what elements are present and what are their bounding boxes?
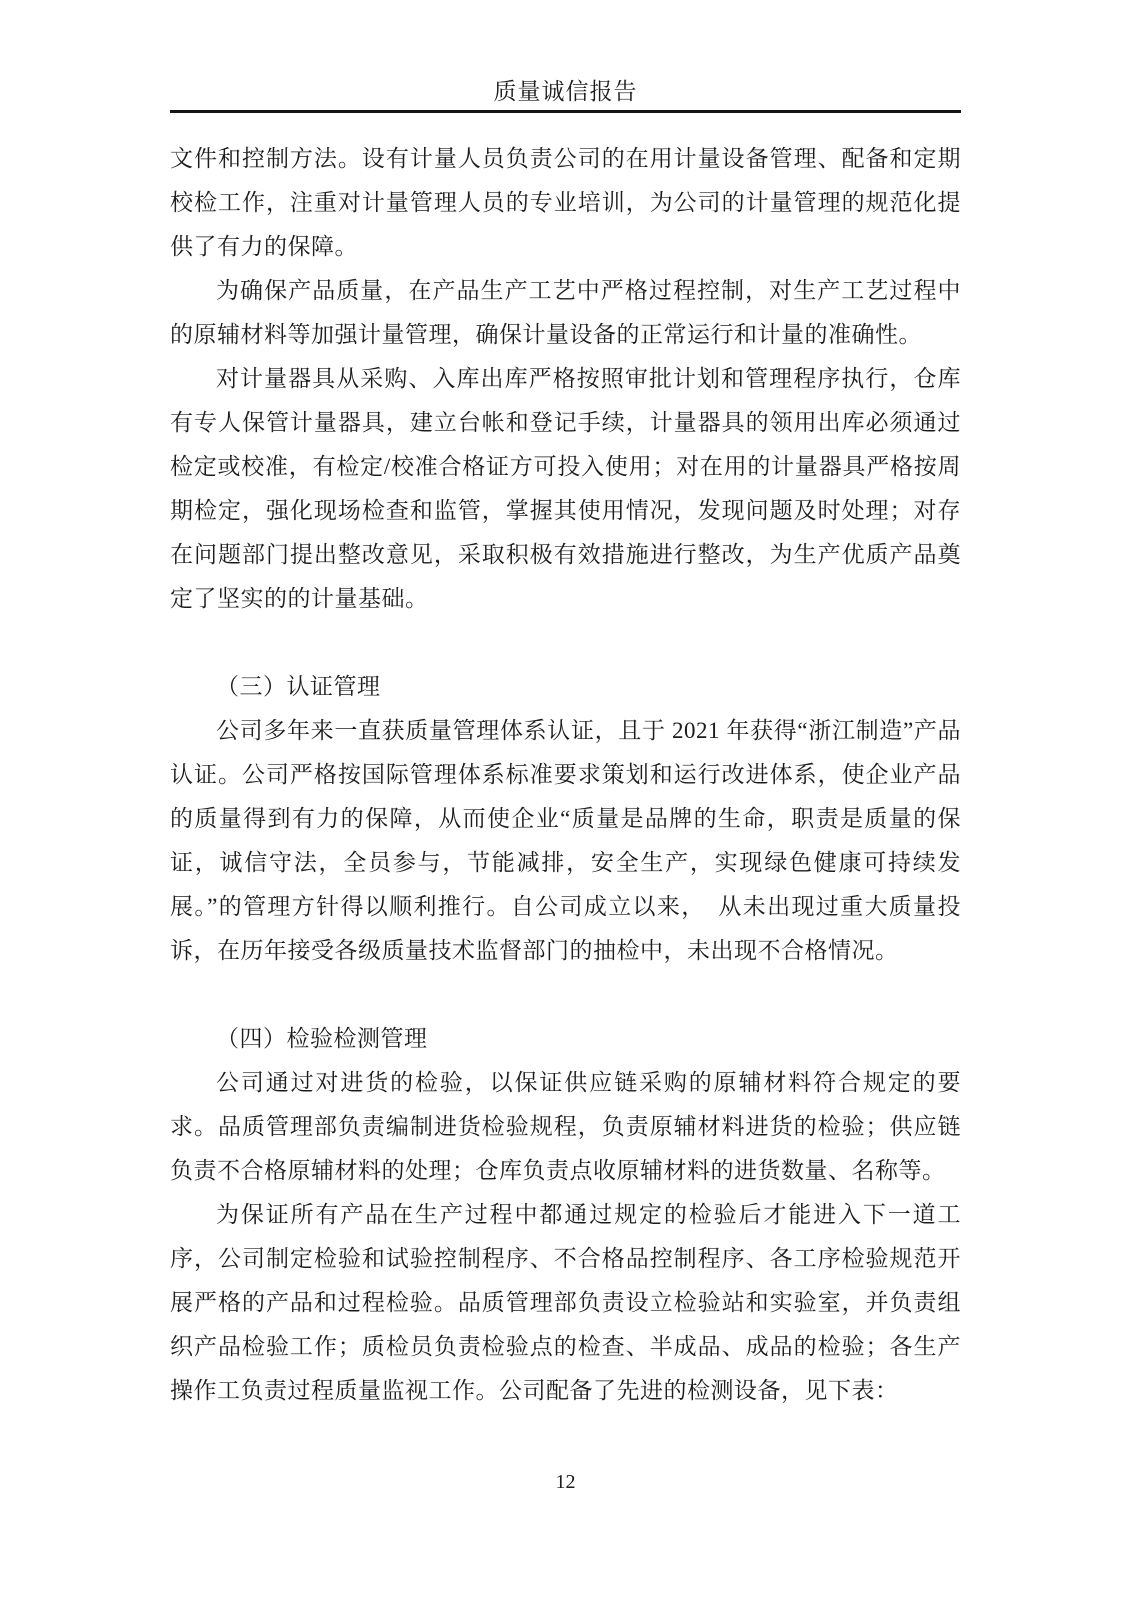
paragraph: 为保证所有产品在生产过程中都通过规定的检验后才能进入下一道工序，公司制定检验和试验控制程序、不合格品控制程序、各工序检验规范开展严格的产品和过程检验。品质管理部负责设立检验站和实验室，并负责组织产品检验工作；质检员负责检验点的检查、半成品、成品的检验；各生产操作工负责过程质量监视工作。公司配备了先进的检测设备，见下表：	[170, 1202, 961, 1403]
paragraph: 公司多年来一直获质量管理体系认证，且于 2021 年获得“浙江制造”产品认证。公司严格按国际管理体系标准要求策划和运行改进体系，使企业产品的质量得到有力的保障，从而使企业“质量是品牌的生命，职责是质量的保证，诚信守法，全员参与，节能减排，安全生产，实现绿色健康可持续发展。”的管理方针得以顺利推行。自公司成立以来， 从未出现过重大质量投诉，在历年接受各级质量技术监督部门的抽检中，未出现不合格情况。	[170, 718, 961, 963]
section-heading-certification: （三）认证管理	[216, 674, 381, 699]
header-divider	[170, 110, 961, 113]
paragraph-continuation: 文件和控制方法。设有计量人员负责公司的在用计量设备管理、配备和定期校检工作，注重对计量管理人员的专业培训，为公司的计量管理的规范化提供了有力的保障。	[170, 146, 961, 259]
section-heading-inspection: （四）检验检测管理	[216, 1026, 428, 1051]
paragraph: 为确保产品质量，在产品生产工艺中严格过程控制，对生产工艺过程中的原辅材料等加强计量管理，确保计量设备的正常运行和计量的准确性。	[170, 278, 961, 347]
page-number: 12	[555, 1471, 576, 1493]
page-header-title: 质量诚信报告	[493, 79, 638, 104]
document-body	[170, 137, 961, 1413]
paragraph: 公司通过对进货的检验，以保证供应链采购的原辅材料符合规定的要求。品质管理部负责编制进货检验规程，负责原辅材料进货的检验；供应链负责不合格原辅材料的处理；仓库负责点收原辅材料的进货数量、名称等。	[170, 1070, 961, 1183]
paragraph: 对计量器具从采购、入库出库严格按照审批计划和管理程序执行，仓库有专人保管计量器具，建立台帐和登记手续，计量器具的领用出库必须通过检定或校准，有检定/校准合格证方可投入使用；对在用的计量器具严格按周期检定，强化现场检查和监管，掌握其使用情况，发现问题及时处理；对存在问题部门提出整改意见，采取积极有效措施进行整改，为生产优质产品奠定了坚实的的计量基础。	[170, 366, 961, 611]
